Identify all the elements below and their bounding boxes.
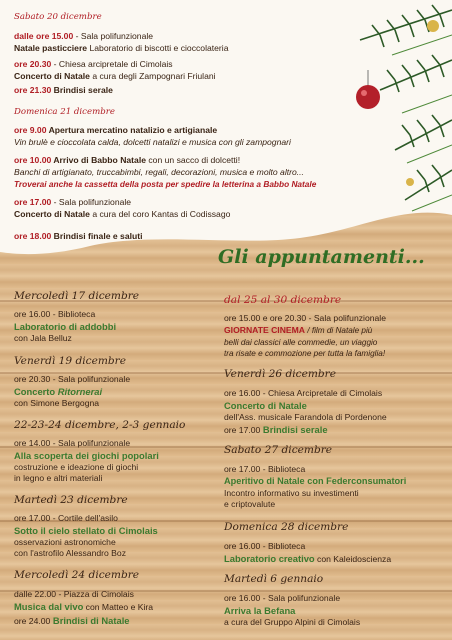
right-event1-title: dal 25 al 30 dicembre bbox=[224, 294, 342, 306]
left-event2-name: Concerto bbox=[14, 386, 58, 397]
left-event5-time2: ore 24.00 bbox=[14, 616, 51, 626]
right-event3-desc2: e criptovalute bbox=[224, 499, 276, 509]
right-event1-desc2: belli dai classici alle commedie, un viaggio bbox=[224, 338, 378, 347]
right-event3-title: Sabato 27 dicembre bbox=[224, 444, 333, 456]
sat20-place1: - Sala polifunzionale bbox=[73, 31, 154, 41]
right-event2-time2: ore 17.00 bbox=[224, 425, 261, 435]
sun21-time2: ore 10.00 bbox=[14, 155, 52, 165]
left-event2-place: - Sala polifunzionale bbox=[50, 374, 131, 384]
sun21-place3: - Sala polifunzionale bbox=[51, 197, 132, 207]
left-event1-place: - Biblioteca bbox=[50, 309, 96, 319]
right-event4-place: - Biblioteca bbox=[260, 541, 306, 551]
appointments-heading: Gli appuntamenti... bbox=[218, 246, 425, 268]
right-event5-name: Arriva la Befana bbox=[224, 605, 296, 616]
sat20-event1-name: Natale pasticciere bbox=[14, 43, 88, 53]
left-event3-title: 22-23-24 dicembre, 2-3 gennaio bbox=[14, 419, 186, 431]
left-event2-time: ore 20.30 bbox=[14, 374, 51, 384]
sat20-event1-desc: Laboratorio di biscotti e cioccolateria bbox=[87, 43, 229, 53]
right-event1-time: ore 15.00 e ore 20.30 bbox=[224, 313, 307, 323]
right-event1-desc3: tra risate e commozione per tutta la famiglia! bbox=[224, 349, 386, 358]
sun21-letter-note: Troverai anche la cassetta della posta per spedire la letterina a Babbo Natale bbox=[14, 179, 317, 189]
right-event4-title: Domenica 28 dicembre bbox=[224, 521, 349, 533]
sat20-time2: ore 20.30 bbox=[14, 59, 52, 69]
sat20-event3-name: Brindisi serale bbox=[51, 85, 113, 95]
sun21-event2-desc: con un sacco di dolcetti! bbox=[146, 155, 241, 165]
left-event2-title: Venerdì 19 dicembre bbox=[14, 355, 127, 367]
left-event3-place: - Sala polifunzionale bbox=[50, 438, 131, 448]
left-event4-time: ore 17.00 bbox=[14, 513, 51, 523]
sun21-event3-name: Concerto di Natale bbox=[14, 209, 90, 219]
left-event4-desc2: con l'astrofilo Alessandro Boz bbox=[14, 548, 126, 558]
sat20-place2: - Chiesa arcipretale di Cimolais bbox=[51, 59, 173, 69]
right-event4-desc: con Kaleidoscienza bbox=[314, 554, 392, 564]
left-event5-time: dalle 22.00 bbox=[14, 589, 57, 599]
right-event3-place: - Biblioteca bbox=[260, 464, 306, 474]
left-event5-name: Musica dal vivo bbox=[14, 601, 84, 612]
sun21-event2-details: Banchi di artigianato, truccabimbi, regali, decorazioni, musica e molto altro... bbox=[14, 167, 304, 177]
sun21-event4-name: Brindisi finale e saluti bbox=[51, 231, 143, 241]
left-event5-desc: con Matteo e Kira bbox=[83, 602, 154, 612]
right-event1-place: - Sala polifunzionale bbox=[306, 313, 386, 323]
left-event5-name2: Brindisi di Natale bbox=[50, 615, 130, 626]
left-event2-name-italic: Ritornerai bbox=[57, 386, 103, 397]
right-event5-desc: a cura del Gruppo Alpini di Cimolais bbox=[224, 617, 361, 627]
right-event4-name: Laboratorio creativo bbox=[224, 553, 315, 564]
right-event2-time: ore 16.00 bbox=[224, 388, 261, 398]
left-event5-title: Mercoledì 24 dicembre bbox=[14, 569, 140, 581]
right-event5-title: Martedì 6 gennaio bbox=[224, 573, 324, 585]
sat20-event2-name: Concerto di Natale bbox=[14, 71, 90, 81]
right-event2-place: - Chiesa Arcipretale di Cimolais bbox=[260, 388, 383, 398]
right-event3-time: ore 17.00 bbox=[224, 464, 261, 474]
right-event5-time: ore 16.00 bbox=[224, 593, 261, 603]
left-event1-desc: con Jala Belluz bbox=[14, 333, 72, 343]
left-event3-desc1: costruzione e ideazione di giochi bbox=[14, 462, 139, 472]
left-event4-desc1: osservazioni astronomiche bbox=[14, 537, 116, 547]
sat20-title: Sabato 20 dicembre bbox=[14, 12, 102, 22]
sat20-time1: dalle ore 15.00 bbox=[14, 31, 74, 41]
left-event1-title: Mercoledì 17 dicembre bbox=[14, 290, 140, 302]
red-ornament-icon bbox=[356, 85, 380, 109]
right-event2-name: Concerto di Natale bbox=[224, 400, 307, 411]
left-event3-desc2: in legno e altri materiali bbox=[14, 473, 103, 483]
sun21-time4: ore 18.00 bbox=[14, 231, 52, 241]
sat20-time3: ore 21.30 bbox=[14, 85, 52, 95]
sun21-event3-desc: a cura del coro Kantas di Codissago bbox=[89, 209, 231, 219]
sun21-event2-name: Arrivo di Babbo Natale bbox=[51, 155, 146, 165]
sun21-title: Domenica 21 dicembre bbox=[14, 107, 115, 117]
right-event3-name: Aperitivo di Natale con Federconsumatori bbox=[224, 476, 407, 486]
left-event4-name: Sotto il cielo stellato di Cimolais bbox=[14, 525, 158, 536]
left-event3-time: ore 14.00 bbox=[14, 438, 51, 448]
left-event2-desc: con Simone Bergogna bbox=[14, 398, 100, 408]
right-event2-name2: Brindisi serale bbox=[260, 424, 328, 435]
sun21-event1-desc: Vin brulè e cioccolata calda, dolcetti natalizi e musica con gli zampognari bbox=[14, 137, 291, 147]
right-event2-desc: dell'Ass. musicale Farandola di Pordenone bbox=[224, 412, 387, 422]
right-event5-place: - Sala polifunzionale bbox=[260, 593, 341, 603]
left-event1-name: Laboratorio di addobbi bbox=[14, 321, 117, 332]
left-event4-place: - Cortile dell'asilo bbox=[50, 513, 118, 523]
sat20-event2-desc: a cura degli Zampognari Friulani bbox=[89, 71, 216, 81]
left-event1-time: ore 16.00 bbox=[14, 309, 51, 319]
right-event4-time: ore 16.00 bbox=[224, 541, 261, 551]
right-event1-name: GIORNATE CINEMA bbox=[224, 325, 306, 335]
sun21-event1-name: Apertura mercatino natalizio e artigianale bbox=[46, 125, 218, 135]
sun21-time1: ore 9.00 bbox=[14, 125, 47, 135]
left-event5-place: - Piazza di Cimolais bbox=[56, 589, 134, 599]
left-event4-title: Martedì 23 dicembre bbox=[14, 494, 128, 506]
right-event1-desc1: / film di Natale più bbox=[305, 326, 373, 335]
left-event3-name: Alla scoperta dei giochi popolari bbox=[14, 450, 159, 461]
right-event3-desc1: Incontro informativo su investimenti bbox=[224, 488, 359, 498]
right-event2-title: Venerdì 26 dicembre bbox=[224, 368, 337, 380]
sun21-time3: ore 17.00 bbox=[14, 197, 52, 207]
gold-ornament-icon bbox=[427, 20, 439, 32]
